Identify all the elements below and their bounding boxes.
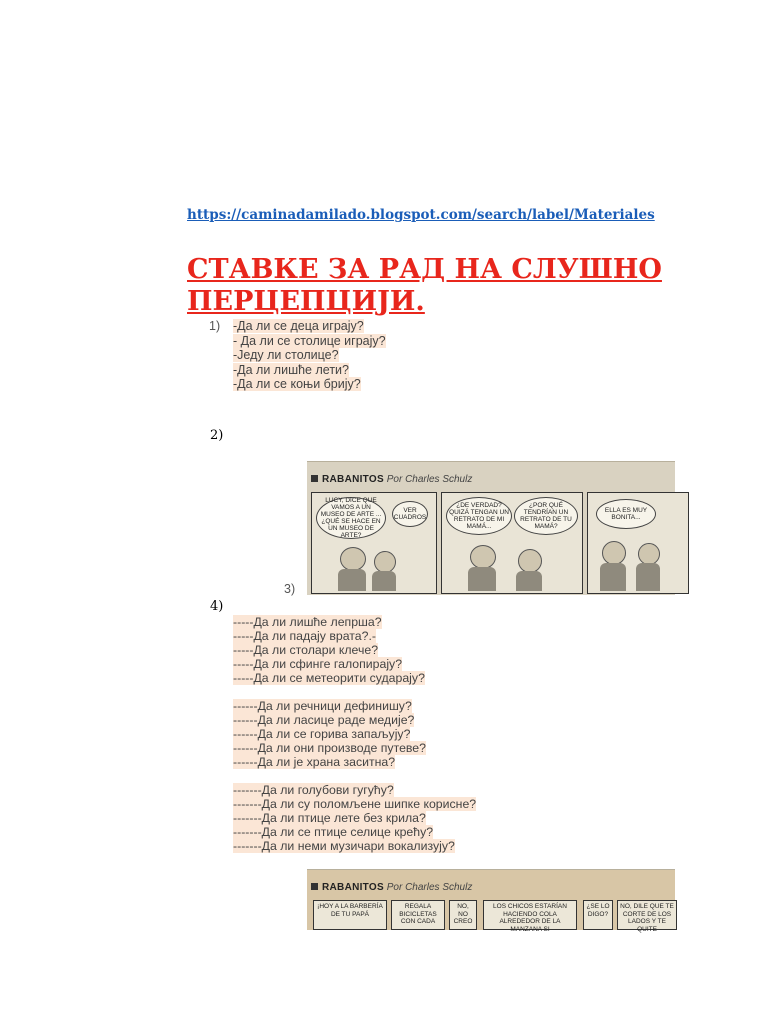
document-content xyxy=(187,0,675,933)
list-item: -----Да ли лишће лепрша? xyxy=(233,615,382,629)
list-item: ------Да ли се горива запаљују? xyxy=(233,727,411,741)
list-item: -------Да ли се птице селице крећу? xyxy=(233,825,434,839)
comic-2-author: Por Charles Schulz xyxy=(386,882,473,893)
comic-2-caption: ¡HOY A LA BARBERÍA DE TU PAPÁ xyxy=(313,900,387,930)
character-head xyxy=(470,545,496,569)
comic-1-author: Por Charles Schulz xyxy=(386,474,473,485)
comic-1-header xyxy=(311,474,472,485)
list-item: - Да ли се столице играју? xyxy=(233,333,386,348)
square-bullet-icon xyxy=(311,883,318,890)
comic-2-caption: NO, DILE QUE TE CORTE DE LOS LADOS Y TE QUITE xyxy=(617,900,677,930)
comic-2-caption: NO, NO CREO xyxy=(449,900,477,930)
comic-2-caption: LOS CHICOS ESTARÍAN HACIENDO COLA ALREDEDOR DE LA MANZANA SI xyxy=(483,900,577,930)
list-item: -----Да ли сфинге галопирају? xyxy=(233,657,403,671)
character-body xyxy=(600,563,626,591)
section-4-group-3 xyxy=(233,783,476,853)
section-4-group-2 xyxy=(233,699,426,769)
comic-1-title: RABANITOS xyxy=(322,474,384,485)
list-item: -Да ли лишће лети? xyxy=(233,362,349,377)
list-item: -----Да ли падају врата?.- xyxy=(233,629,376,643)
character-body xyxy=(468,567,496,591)
section-1-questions xyxy=(233,319,386,392)
section-2-number: 2) xyxy=(210,428,224,443)
comic-1-panel-1 xyxy=(311,492,437,594)
character-head xyxy=(374,551,396,573)
character-body xyxy=(372,571,396,591)
list-item: ------Да ли речници дефинишу? xyxy=(233,699,412,713)
comic-strip-image-1 xyxy=(307,461,675,595)
section-4-number: 4) xyxy=(210,599,224,614)
character-head xyxy=(638,543,660,565)
list-item: -------Да ли голубови гугућу? xyxy=(233,783,394,797)
square-bullet-icon xyxy=(311,475,318,482)
section-3-number: 3) xyxy=(284,582,296,596)
speech-bubble: ¿POR QUÉ TENDRÍAN UN RETRATO DE TU MAMÁ? xyxy=(514,497,578,535)
list-item: -----Да ли столари клече? xyxy=(233,643,379,657)
comic-2-caption: REGALA BICICLETAS CON CADA xyxy=(391,900,445,930)
title-line-1: СТАВКЕ ЗА РАД НА СЛУШНО xyxy=(187,254,662,285)
list-item: -Да ли се деца играју? xyxy=(233,319,364,333)
character-body xyxy=(636,563,660,591)
comic-strip-image-2 xyxy=(307,869,675,933)
list-item: -------Да ли неми музичари вокализују? xyxy=(233,839,455,853)
list-item: -Једу ли столице? xyxy=(233,348,339,362)
character-body xyxy=(338,569,366,591)
comic-2-caption: ¿SE LO DIGO? xyxy=(583,900,613,930)
list-item: ------Да ли ласице раде медије? xyxy=(233,713,415,727)
comic-1-panel-3 xyxy=(587,492,689,594)
list-item: -------Да ли птице лете без крила? xyxy=(233,811,426,825)
character-body xyxy=(516,571,542,591)
section-4-group-1 xyxy=(233,615,425,685)
list-item: -----Да ли се метеорити сударају? xyxy=(233,671,425,685)
source-link[interactable]: https://caminadamilado.blogspot.com/search/label/Materiales xyxy=(187,207,655,223)
page-title xyxy=(187,254,662,318)
comic-1-panel-2 xyxy=(441,492,583,594)
character-head xyxy=(518,549,542,573)
section-1-number: 1) xyxy=(209,319,221,333)
title-line-2: ПЕРЦЕПЦИЈИ. xyxy=(187,286,425,317)
speech-bubble: VER CUADROS xyxy=(392,501,428,527)
character-head xyxy=(340,547,366,571)
list-item: -Да ли се коњи брију? xyxy=(233,377,361,391)
speech-bubble: LUCY, DICE QUE VAMOS A UN MUSEO DE ARTE ...¿QUÉ SE HACE EN UN MUSEO DE ARTE? xyxy=(316,497,386,539)
list-item: ------Да ли је храна заситна? xyxy=(233,755,396,769)
speech-bubble: ELLA ES MUY BONITA... xyxy=(596,499,656,529)
character-head xyxy=(602,541,626,565)
list-item: ------Да ли они производе путеве? xyxy=(233,741,426,755)
comic-2-title: RABANITOS xyxy=(322,882,384,893)
list-item: -------Да ли су поломљене шипке корисне? xyxy=(233,797,477,811)
speech-bubble: ¿DE VERDAD? QUIZÁ TENGAN UN RETRATO DE MI MAMÁ... xyxy=(446,497,512,535)
comic-2-header xyxy=(311,882,472,893)
